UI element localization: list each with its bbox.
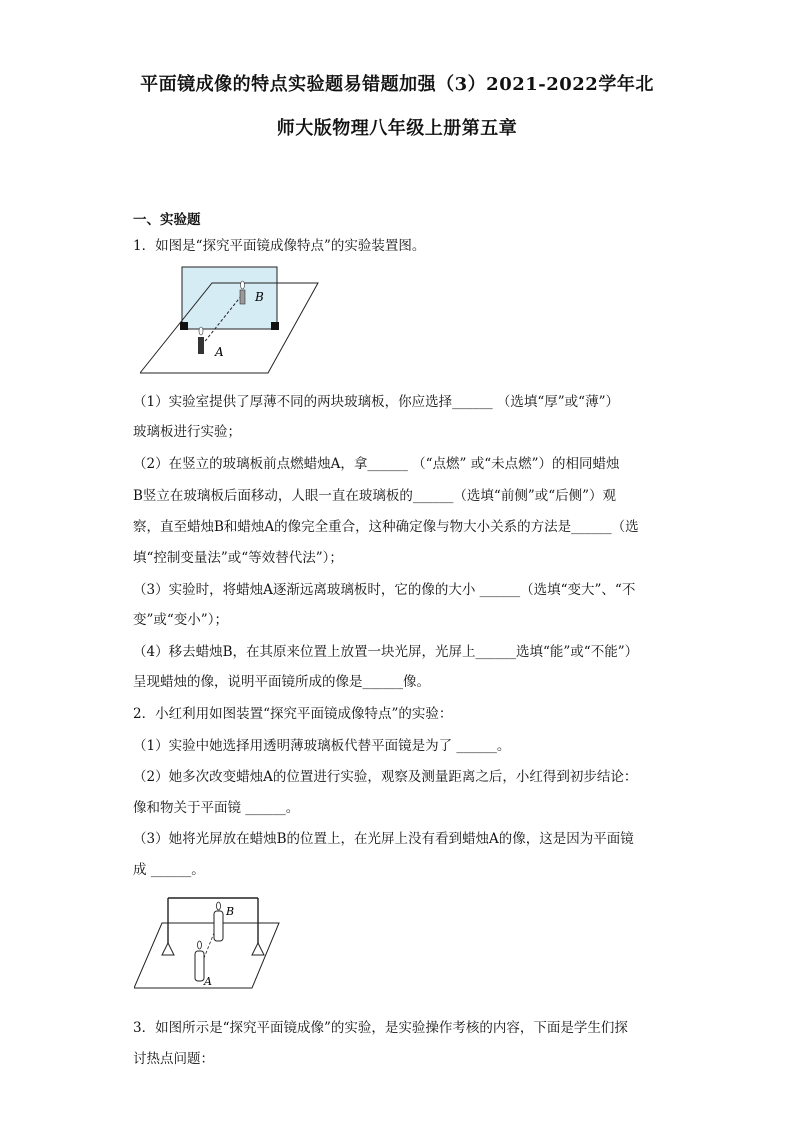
text-line: 成 ______。 xyxy=(133,862,205,878)
figure-1-mirror-setup xyxy=(140,265,322,377)
candle-b xyxy=(214,911,223,941)
section-heading: 一、实验题 xyxy=(133,212,201,228)
text-line: 玻璃板进行实验； xyxy=(133,424,241,440)
text-line: （3）她将光屏放在蜡烛B的位置上，在光屏上没有看到蜡烛A的像，这是因为平面镜 xyxy=(133,831,634,847)
label-b: B xyxy=(255,290,264,304)
text-line: 变”或“变小”）； xyxy=(133,612,228,628)
flame-b xyxy=(241,281,245,289)
base-left xyxy=(162,943,174,955)
text-line: （3）实验时，将蜡烛A逐渐远离玻璃板时，它的像的大小 ______（选填“变大”、“不 xyxy=(133,582,636,598)
text-line: 填“控制变量法”或“等效替代法”）； xyxy=(133,550,343,566)
label-b: B xyxy=(226,905,235,918)
label-a: A xyxy=(215,345,224,359)
page-title-line1: 平面镜成像的特点实验题易错题加强（3）2021-2022学年北 xyxy=(140,74,654,95)
text-line: B竖立在玻璃板后面移动，人眼一直在玻璃板的______（选填“前侧”或“后侧”）观 xyxy=(133,488,617,504)
label-a: A xyxy=(204,975,212,988)
text-line: 讨热点问题： xyxy=(133,1051,214,1067)
text-line: （1）实验室提供了厚薄不同的两块玻璃板，你应选择______ （选填“厚”或“薄”） xyxy=(133,394,619,410)
text-line: （1）实验中她选择用透明薄玻璃板代替平面镜是为了 ______。 xyxy=(133,738,511,754)
text-line: 察，直至蜡烛B和蜡烛A的像完全重合，这种确定像与物大小关系的方法是______（选 xyxy=(133,519,639,535)
candle-a xyxy=(198,337,204,354)
flame-a xyxy=(198,941,202,949)
text-line: 像和物关于平面镜 ______。 xyxy=(133,800,300,816)
text-line: 2．小红利用如图装置“探究平面镜成像特点”的实验： xyxy=(133,706,453,722)
text-line: 1．如图是“探究平面镜成像特点”的实验装置图。 xyxy=(133,238,426,254)
page-title-line2: 师大版物理八年级上册第五章 xyxy=(276,118,518,139)
text-line: （2）在竖立的玻璃板前点燃蜡烛A，拿______ （“点燃” 或“未点燃”）的相同蜡烛 xyxy=(133,456,620,472)
candle-a xyxy=(195,951,204,981)
flame-b xyxy=(217,902,221,910)
candle-b xyxy=(240,290,245,304)
text-line: （4）移去蜡烛B，在其原来位置上放置一块光屏，光屏上______选填“能”或“不能”） xyxy=(133,644,639,660)
text-line: （2）她多次改变蜡烛A的位置进行实验，观察及测量距离之后，小红得到初步结论： xyxy=(133,769,638,785)
figure-2-mirror-setup xyxy=(134,893,282,993)
text-line: 呈现蜡烛的像，说明平面镜所成的像是______像。 xyxy=(133,674,430,690)
text-line: 3．如图所示是“探究平面镜成像”的实验，是实验操作考核的内容，下面是学生们探 xyxy=(133,1020,628,1036)
support-right xyxy=(271,322,279,330)
base-right xyxy=(252,943,264,955)
flame-a xyxy=(199,327,203,335)
support-left xyxy=(180,322,188,330)
